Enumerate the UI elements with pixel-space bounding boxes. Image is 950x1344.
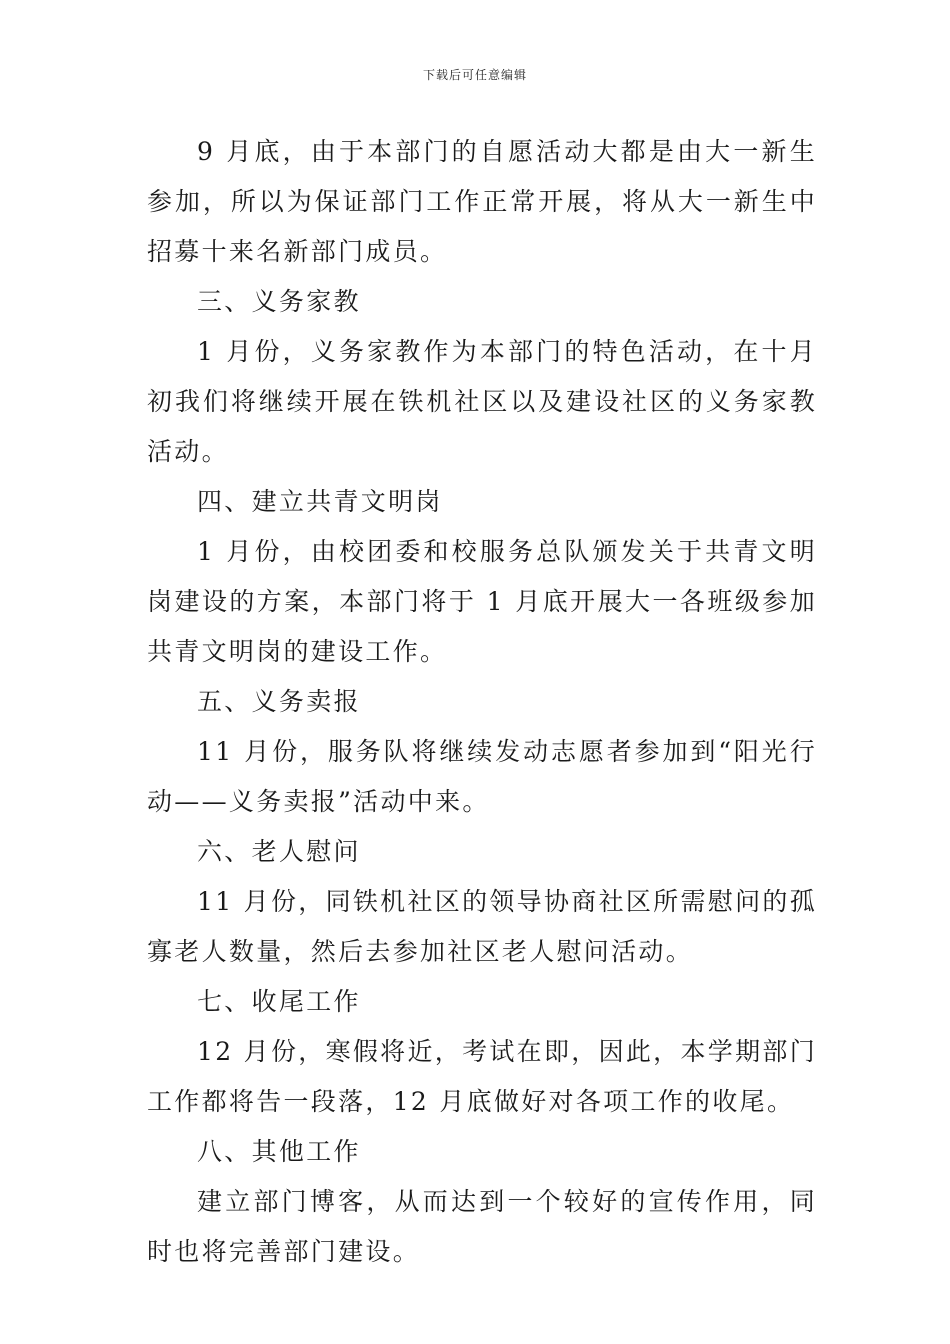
paragraph-newspaper-sale: 11 月份，服务队将继续发动志愿者参加到“阳光行动——义务卖报”活动中来。 xyxy=(147,737,817,816)
paragraph-civilization-post: 1 月份，由校团委和校服务总队颁发关于共青文明岗建设的方案，本部门将于 1 月底开展大一各班级参加共青文明岗的建设工作。 xyxy=(147,537,817,666)
paragraph-wrap-up: 12 月份，寒假将近，考试在即，因此，本学期部门工作都将告一段落，12 月底做好对各项工作的收尾。 xyxy=(147,1037,817,1116)
header-note: 下载后可任意编辑 xyxy=(422,68,527,82)
section-heading-tutoring: 三、义务家教 xyxy=(197,287,361,316)
paragraph-recruitment: 9 月底，由于本部门的自愿活动大都是由大一新生参加，所以为保证部门工作正常开展，将从大一新生中招募十来名新部门成员。 xyxy=(147,137,817,266)
section-heading-wrap-up: 七、收尾工作 xyxy=(197,987,361,1016)
section-heading-other-work: 八、其他工作 xyxy=(197,1137,361,1166)
document-body xyxy=(147,127,817,1277)
paragraph-other-work: 建立部门博客，从而达到一个较好的宣传作用，同时也将完善部门建设。 xyxy=(147,1187,817,1266)
section-heading-civilization-post: 四、建立共青文明岗 xyxy=(197,487,443,516)
paragraph-tutoring: 1 月份，义务家教作为本部门的特色活动，在十月初我们将继续开展在铁机社区以及建设社区的义务家教活动。 xyxy=(147,337,817,466)
paragraph-elderly-visit: 11 月份，同铁机社区的领导协商社区所需慰问的孤寡老人数量，然后去参加社区老人慰问活动。 xyxy=(147,887,817,966)
section-heading-newspaper-sale: 五、义务卖报 xyxy=(197,687,361,716)
section-heading-elderly-visit: 六、老人慰问 xyxy=(197,837,361,866)
